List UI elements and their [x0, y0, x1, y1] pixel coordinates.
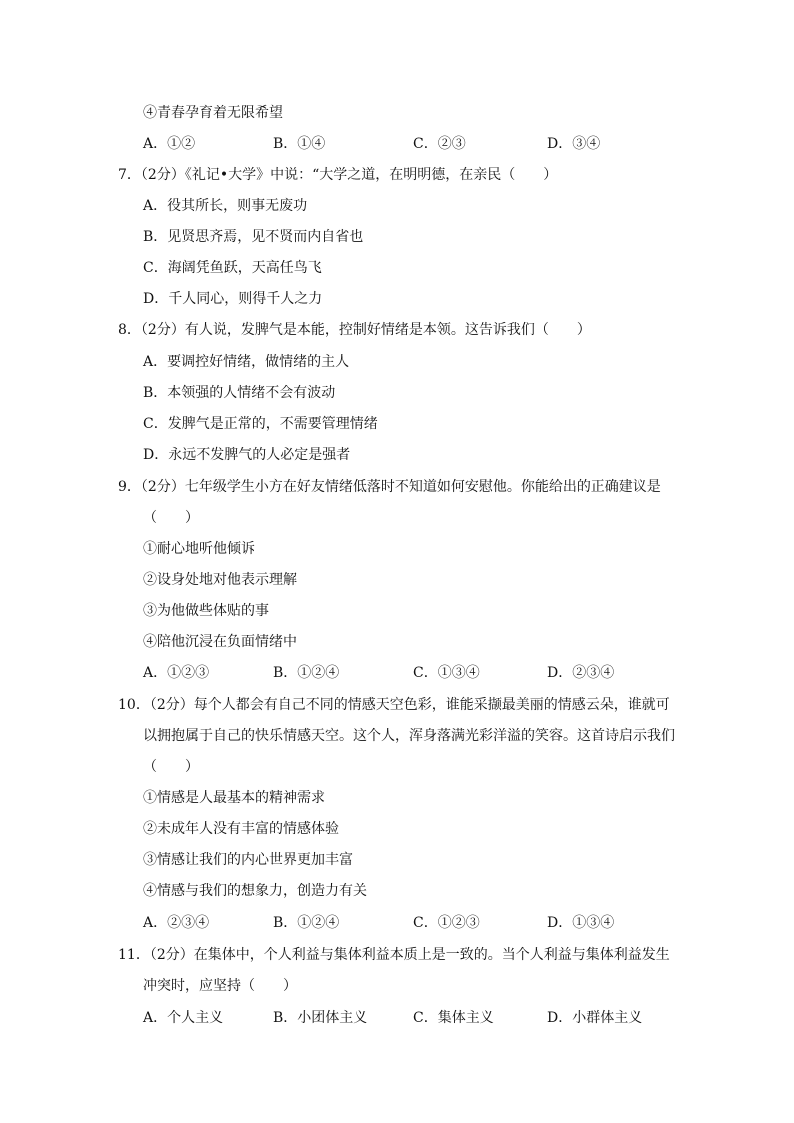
- q6-option-d: D．③④: [547, 136, 601, 152]
- q8-stem: 8．（2分）有人说，发脾气是本能，控制好情绪是本领。这告诉我们（ ）: [118, 322, 591, 338]
- q6-item-4: ④青春孕育着无限希望: [143, 105, 283, 121]
- q9-item-1: ①耐心地听他倾诉: [143, 541, 255, 557]
- q8-option-a: A．要调控好情绪，做情绪的主人: [143, 354, 350, 370]
- q9-item-4: ④陪他沉浸在负面情绪中: [143, 634, 297, 650]
- q10-item-4: ④情感与我们的想象力，创造力有关: [143, 883, 367, 899]
- q7-option-c: C．海阔凭鱼跃，天高任鸟飞: [143, 260, 322, 276]
- q11-stem-line-2: 冲突时，应坚持（ ）: [143, 978, 297, 994]
- q10-stem-line-1: 10．（2分）每个人都会有自己不同的情感天空色彩，谁能采撷最美丽的情感云朵，谁就可: [118, 697, 670, 713]
- q6-option-a: A．①②: [143, 136, 196, 152]
- q8-option-d: D．永远不发脾气的人必定是强者: [143, 447, 351, 463]
- q10-item-3: ③情感让我们的内心世界更加丰富: [143, 852, 353, 868]
- q9-item-3: ③为他做些体贴的事: [143, 603, 269, 619]
- q9-option-d: D．②③④: [547, 665, 615, 681]
- q10-item-2: ②未成年人没有丰富的情感体验: [143, 821, 339, 837]
- q9-item-2: ②设身处地对他表示理解: [143, 572, 297, 588]
- q10-option-d: D．①③④: [547, 915, 615, 931]
- q11-option-b: B．小团体主义: [273, 1010, 368, 1026]
- q10-stem-line-3: （ ）: [143, 759, 199, 775]
- q11-option-a: A．个人主义: [143, 1010, 224, 1026]
- q9-stem-line-2: （ ）: [143, 510, 199, 526]
- q9-option-c: C．①③④: [413, 665, 480, 681]
- q9-stem-line-1: 9．（2分）七年级学生小方在好友情绪低落时不知道如何安慰他。你能给出的正确建议是: [118, 479, 661, 495]
- q11-option-c: C．集体主义: [413, 1010, 494, 1026]
- q11-option-d: D．小群体主义: [547, 1010, 643, 1026]
- q10-option-a: A．②③④: [143, 915, 210, 931]
- q10-stem-line-2: 以拥抱属于自己的快乐情感天空。这个人，浑身落满光彩洋溢的笑容。这首诗启示我们: [143, 728, 675, 744]
- q8-option-b: B．本领强的人情绪不会有波动: [143, 385, 336, 401]
- q6-option-b: B．①④: [273, 136, 326, 152]
- q9-option-a: A．①②③: [143, 665, 210, 681]
- q10-item-1: ①情感是人最基本的精神需求: [143, 790, 325, 806]
- q6-option-c: C．②③: [413, 136, 466, 152]
- q8-option-c: C．发脾气是正常的，不需要管理情绪: [143, 416, 378, 432]
- q7-option-a: A．役其所长，则事无废功: [143, 198, 308, 214]
- q7-option-d: D．千人同心，则得千人之力: [143, 291, 323, 307]
- q10-option-c: C．①②③: [413, 915, 480, 931]
- q11-stem-line-1: 11．（2分）在集体中，个人利益与集体利益本质上是一致的。当个人利益与集体利益发生: [118, 947, 670, 963]
- q10-option-b: B．①②④: [273, 915, 340, 931]
- q7-option-b: B．见贤思齐焉，见不贤而内自省也: [143, 229, 364, 245]
- q9-option-b: B．①②④: [273, 665, 340, 681]
- q7-stem: 7．（2分）《礼记•大学》中说：“大学之道，在明明德，在亲民（ ）: [118, 167, 558, 183]
